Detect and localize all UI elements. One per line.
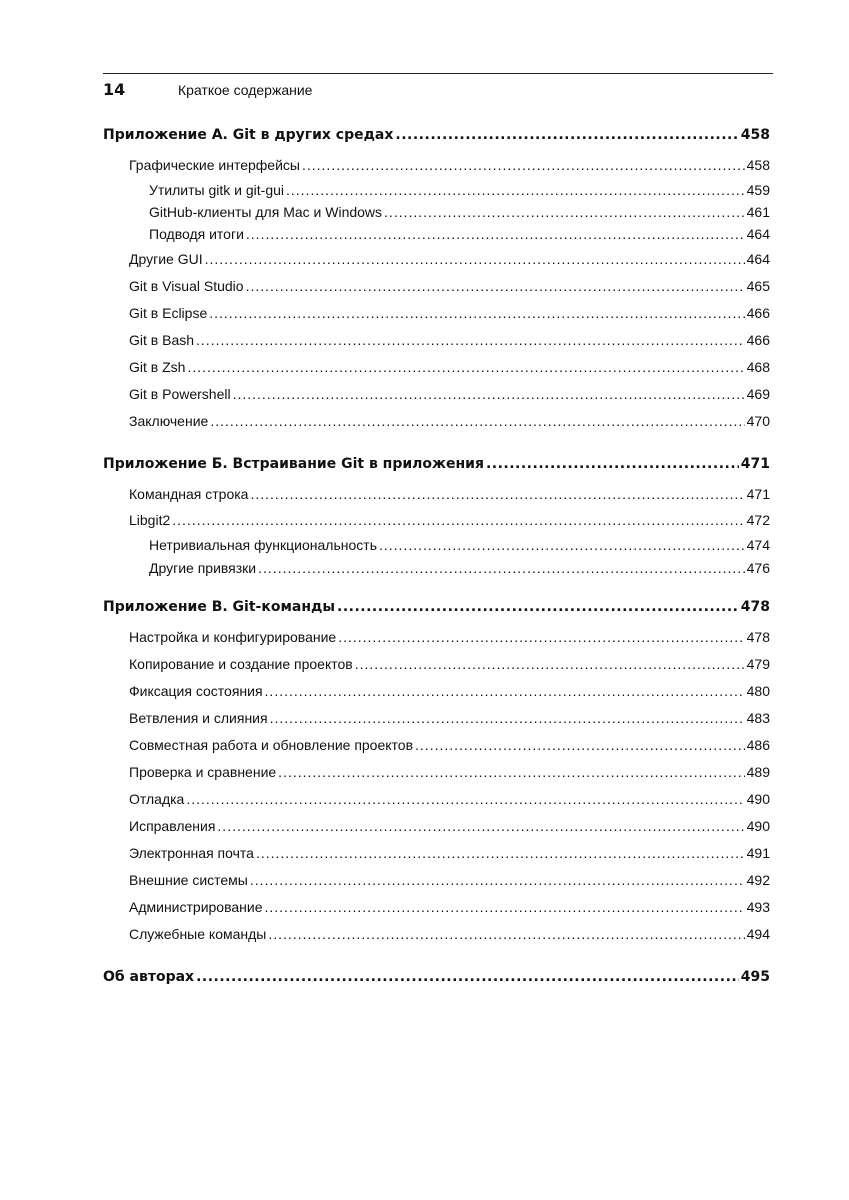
- toc-entry[interactable]: [129, 250, 770, 268]
- toc-entry-title: Git в Bash: [129, 332, 195, 348]
- toc-entry[interactable]: [129, 844, 770, 862]
- toc-entry-title: Копирование и создание проектов: [129, 656, 353, 672]
- toc-entry-title: Libgit2: [129, 512, 171, 528]
- leader-dots: [278, 763, 744, 781]
- toc-entry-title: Приложение А. Git в других средах: [103, 127, 394, 143]
- leader-dots: [172, 511, 744, 529]
- toc-entry-title: Ветвления и слияния: [129, 710, 268, 726]
- toc-entry-page: 458: [740, 127, 770, 143]
- leader-dots: [186, 790, 744, 808]
- leader-dots: [196, 331, 745, 349]
- toc-entry-title: Об авторах: [103, 969, 195, 985]
- toc-entry-title: Утилиты gitk и git-gui: [149, 182, 284, 198]
- leader-dots: [268, 925, 744, 943]
- leader-dots: [265, 898, 745, 916]
- toc-entry[interactable]: [129, 511, 770, 529]
- leader-dots: [233, 385, 745, 403]
- toc-entry-title: Служебные команды: [129, 926, 267, 942]
- leader-dots: [250, 871, 745, 889]
- toc-entry-page: 478: [740, 599, 770, 615]
- toc-entry-title: Графические интерфейсы: [129, 157, 300, 173]
- toc-entry[interactable]: [129, 736, 770, 754]
- toc-entry-page: 461: [746, 204, 770, 220]
- leader-dots: [258, 559, 745, 577]
- toc-entry-page: 472: [746, 512, 770, 528]
- leader-dots: [337, 598, 739, 616]
- toc-entry[interactable]: [129, 485, 770, 503]
- leader-dots: [265, 682, 745, 700]
- leader-dots: [379, 536, 745, 554]
- toc-entry-page: 471: [740, 456, 770, 472]
- toc-entry[interactable]: [129, 304, 770, 322]
- toc-entry-page: 490: [746, 818, 770, 834]
- toc-entry[interactable]: [149, 203, 770, 221]
- toc-entry-title: Фиксация состояния: [129, 683, 263, 699]
- toc-entry-title: Git в Visual Studio: [129, 278, 244, 294]
- toc-entry[interactable]: [149, 536, 770, 554]
- running-header: [103, 80, 312, 100]
- toc-entry-appendix-v[interactable]: [103, 598, 770, 616]
- toc-entry[interactable]: [129, 655, 770, 673]
- toc-entry-title: Git в Zsh: [129, 359, 186, 375]
- toc-entry-title: Заключение: [129, 413, 209, 429]
- leader-dots: [384, 203, 745, 221]
- toc-entry-title: Git в Powershell: [129, 386, 231, 402]
- leader-dots: [196, 968, 739, 986]
- toc-entry-title: Электронная почта: [129, 845, 254, 861]
- leader-dots: [355, 655, 745, 673]
- toc-entry-appendix-a[interactable]: [103, 126, 770, 144]
- toc-entry[interactable]: [129, 385, 770, 403]
- toc-entry[interactable]: [129, 898, 770, 916]
- toc-entry-page: 464: [746, 251, 770, 267]
- leader-dots: [246, 277, 745, 295]
- toc-entry-page: 464: [746, 226, 770, 242]
- toc-entry-page: 459: [746, 182, 770, 198]
- toc-entry-page: 465: [746, 278, 770, 294]
- toc-entry-page: 470: [746, 413, 770, 429]
- toc-entry-title: Совместная работа и обновление проектов: [129, 737, 414, 753]
- toc-entry-page: 474: [746, 537, 770, 553]
- toc-entry-title: Проверка и сравнение: [129, 764, 277, 780]
- toc-entry-page: 466: [746, 305, 770, 321]
- toc-entry[interactable]: [149, 181, 770, 199]
- toc-entry-title: Другие GUI: [129, 251, 203, 267]
- toc-entry-page: 490: [746, 791, 770, 807]
- toc-entry-title: Командная строка: [129, 486, 249, 502]
- toc-entry-page: 486: [746, 737, 770, 753]
- toc-entry[interactable]: [129, 871, 770, 889]
- leader-dots: [256, 844, 745, 862]
- leader-dots: [210, 412, 744, 430]
- toc-entry[interactable]: [129, 817, 770, 835]
- header-rule: [103, 73, 773, 74]
- leader-dots: [415, 736, 745, 754]
- toc-entry-title: Исправления: [129, 818, 216, 834]
- leader-dots: [395, 126, 738, 144]
- leader-dots: [217, 817, 744, 835]
- toc-entry-page: 469: [746, 386, 770, 402]
- leader-dots: [270, 709, 745, 727]
- toc-entry-title: Настройка и конфигурирование: [129, 629, 337, 645]
- toc-entry[interactable]: [149, 225, 770, 243]
- toc-entry-page: 492: [746, 872, 770, 888]
- toc-entry-title: Другие привязки: [149, 560, 257, 576]
- toc-entry-page: 483: [746, 710, 770, 726]
- toc-entry-page: 495: [740, 969, 770, 985]
- toc-entry-title: Приложение Б. Встраивание Git в приложения: [103, 456, 484, 472]
- leader-dots: [209, 304, 744, 322]
- toc-entry-page: 493: [746, 899, 770, 915]
- toc-entry-page: 476: [746, 560, 770, 576]
- leader-dots: [286, 181, 745, 199]
- toc-entry[interactable]: [129, 790, 770, 808]
- toc-entry-page: 480: [746, 683, 770, 699]
- toc-entry-title: Нетривиальная функциональность: [149, 537, 377, 553]
- toc-entry-title: Приложение В. Git-команды: [103, 599, 336, 615]
- leader-dots: [486, 455, 739, 473]
- toc-entry-title: Git в Eclipse: [129, 305, 208, 321]
- leader-dots: [187, 358, 744, 376]
- toc-entry-about-authors[interactable]: [103, 968, 770, 986]
- page-number: 14: [103, 80, 126, 99]
- toc-entry[interactable]: [129, 358, 770, 376]
- toc-entry-page: 471: [746, 486, 770, 502]
- toc-entry[interactable]: [129, 925, 770, 943]
- toc-entry[interactable]: [129, 277, 770, 295]
- toc-entry-title: GitHub-клиенты для Mac и Windows: [149, 204, 383, 220]
- toc-entry-page: 489: [746, 764, 770, 780]
- toc-entry-page: 466: [746, 332, 770, 348]
- leader-dots: [246, 225, 745, 243]
- toc-entry[interactable]: [129, 628, 770, 646]
- toc-entry-page: 468: [746, 359, 770, 375]
- toc-entry[interactable]: [129, 763, 770, 781]
- toc-entry[interactable]: [129, 412, 770, 430]
- toc-entry[interactable]: [149, 559, 770, 577]
- running-title: Краткое содержание: [178, 82, 313, 98]
- leader-dots: [302, 156, 745, 174]
- toc-entry-title: Внешние системы: [129, 872, 248, 888]
- toc-entry-page: 458: [746, 157, 770, 173]
- toc-entry[interactable]: [129, 156, 770, 174]
- toc-entry[interactable]: [129, 709, 770, 727]
- toc-entry[interactable]: [129, 682, 770, 700]
- toc-entry-page: 491: [746, 845, 770, 861]
- toc-entry-page: 478: [746, 629, 770, 645]
- leader-dots: [250, 485, 744, 503]
- leader-dots: [205, 250, 745, 268]
- toc-entry[interactable]: [129, 331, 770, 349]
- toc-entry-page: 494: [746, 926, 770, 942]
- leader-dots: [338, 628, 744, 646]
- toc-entry-page: 479: [746, 656, 770, 672]
- toc-entry-appendix-b[interactable]: [103, 455, 770, 473]
- toc-entry-title: Подводя итоги: [149, 226, 244, 242]
- toc-entry-title: Администрирование: [129, 899, 263, 915]
- toc-entry-title: Отладка: [129, 791, 185, 807]
